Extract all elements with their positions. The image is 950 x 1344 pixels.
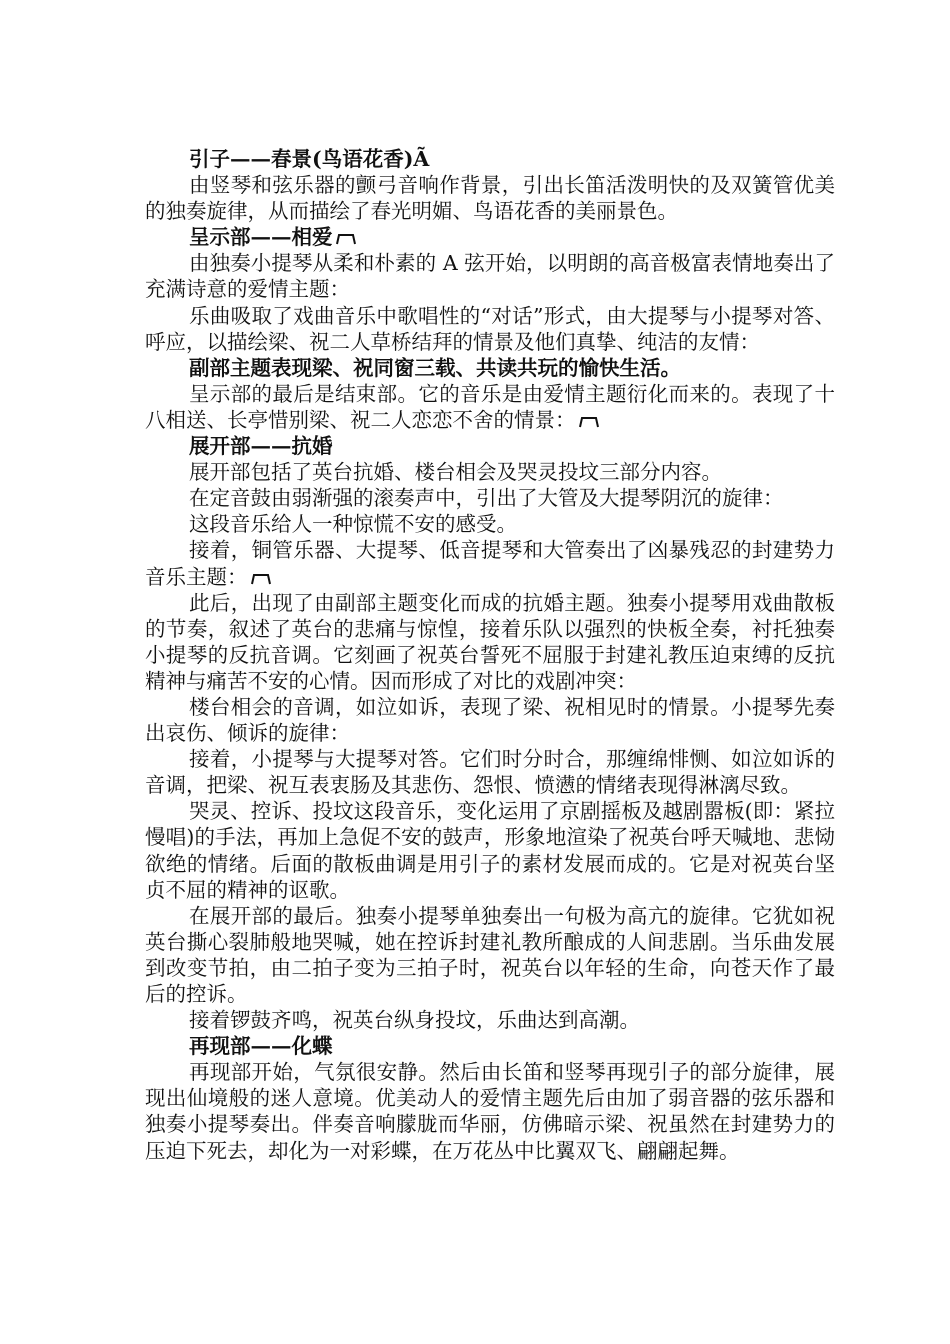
heading-exposition: 呈示部——相爱 bbox=[145, 224, 835, 250]
document-page bbox=[145, 146, 835, 1164]
paragraph: 接着锣鼓齐鸣，祝英台纵身投坟，乐曲达到高潮。 bbox=[189, 1008, 640, 1033]
paragraph: 接着，小提琴与大提琴对答。它们时分时合，那缠绵悱恻、如泣如诉的音调，把梁、祝互表衷肠及其悲伤、怨恨、愤懑的情绪表现得淋漓尽致。 bbox=[145, 747, 835, 798]
paragraph: 接着，铜管乐器、大提琴、低音提琴和大管奏出了凶暴残忍的封建势力音乐主题： bbox=[145, 538, 835, 589]
paragraph: 这段音乐给人一种惊慌不安的感受。 bbox=[189, 512, 517, 537]
paragraph: 在展开部的最后。独奏小提琴单独奏出一句极为高亢的旋律。它犹如祝英台撕心裂肺般地哭喊，她在控诉封建礼教所酿成的人间悲剧。当乐曲发展到改变节拍，由二拍子变为三拍子时，祝英台以年轻的生命，向苍天作了最后的控诉。 bbox=[145, 903, 835, 1006]
heading-mark: Ã bbox=[413, 147, 430, 171]
paragraph: 楼台相会的音调，如泣如诉，表现了梁、祝相见时的情景。小提琴先奏出哀伤、倾诉的旋律： bbox=[145, 694, 835, 746]
paragraph: 在定音鼓由弱渐强的滚奏声中，引出了大管及大提琴阴沉的旋律： bbox=[189, 486, 784, 511]
paragraph: 由竖琴和弦乐器的颤弓音响作背景，引出长笛活泼明快的及双簧管优美的独奏旋律，从而描绘了春光明媚、鸟语花香的美丽景色。 bbox=[145, 173, 835, 224]
paragraph: 再现部开始，气氛很安静。然后由长笛和竖琴再现引子的部分旋律，展现出仙境般的迷人意境。优美动人的爱情主题先后由加了弱音器的弦乐器和独奏小提琴奏出。伴奏音响朦胧而华丽，仿佛暗示梁、祝虽然在封建势力的压迫下死去，却化为一对彩蝶，在万花丛中比翼双飞、翩翩起舞。 bbox=[145, 1060, 835, 1163]
paragraph: 此后，出现了由副部主题变化而成的抗婚主题。独奏小提琴用戏曲散板的节奏，叙述了英台的悲痛与惊惶，接着乐队以强烈的快板全奏，衬托独奏小提琴的反抗音调。它刻画了祝英台誓死不屈服于封建礼教压迫束缚的反抗精神与痛苦不安的心情。因而形成了对比的戏剧冲突： bbox=[145, 590, 835, 693]
paragraph: 哭灵、控诉、投坟这段音乐，变化运用了京剧摇板及越剧嚣板(即：紧拉慢唱)的手法，再加上急促不安的鼓声，形象地渲染了祝英台呼天喊地、悲恸欲绝的情绪。后面的散板曲调是用引子的素材发展而成的。它是对祝英台坚贞不屈的精神的讴歌。 bbox=[145, 799, 835, 902]
bracket-symbol-icon bbox=[250, 571, 272, 585]
heading-intro: 引子——春景(鸟语花香)Ã bbox=[189, 147, 430, 171]
paragraph: 由独奏小提琴从柔和朴素的 A 弦开始，以明朗的高音极富表情地奏出了充满诗意的爱情主题： bbox=[145, 251, 835, 302]
bracket-symbol-icon bbox=[578, 414, 600, 428]
subheading: 副部主题表现梁、祝同窗三载、共读共玩的愉快生活。 bbox=[189, 355, 681, 380]
paragraph: 展开部包括了英台抗婚、楼台相会及哭灵投坟三部分内容。 bbox=[189, 460, 722, 485]
paragraph: 呈示部的最后是结束部。它的音乐是由爱情主题衍化而来的。表现了十八相送、长亭惜别梁、祝二人恋恋不舍的情景： bbox=[145, 381, 835, 432]
paragraph: 乐曲吸取了戏曲音乐中歌唱性的“对话”形式，由大提琴与小提琴对答、呼应，以描绘梁、祝二人草桥结拜的情景及他们真挚、纯洁的友情： bbox=[145, 303, 835, 354]
heading-recap: 再现部——化蝶 bbox=[189, 1034, 333, 1059]
heading-development: 展开部——抗婚 bbox=[189, 434, 333, 459]
bracket-symbol-icon bbox=[335, 231, 357, 245]
